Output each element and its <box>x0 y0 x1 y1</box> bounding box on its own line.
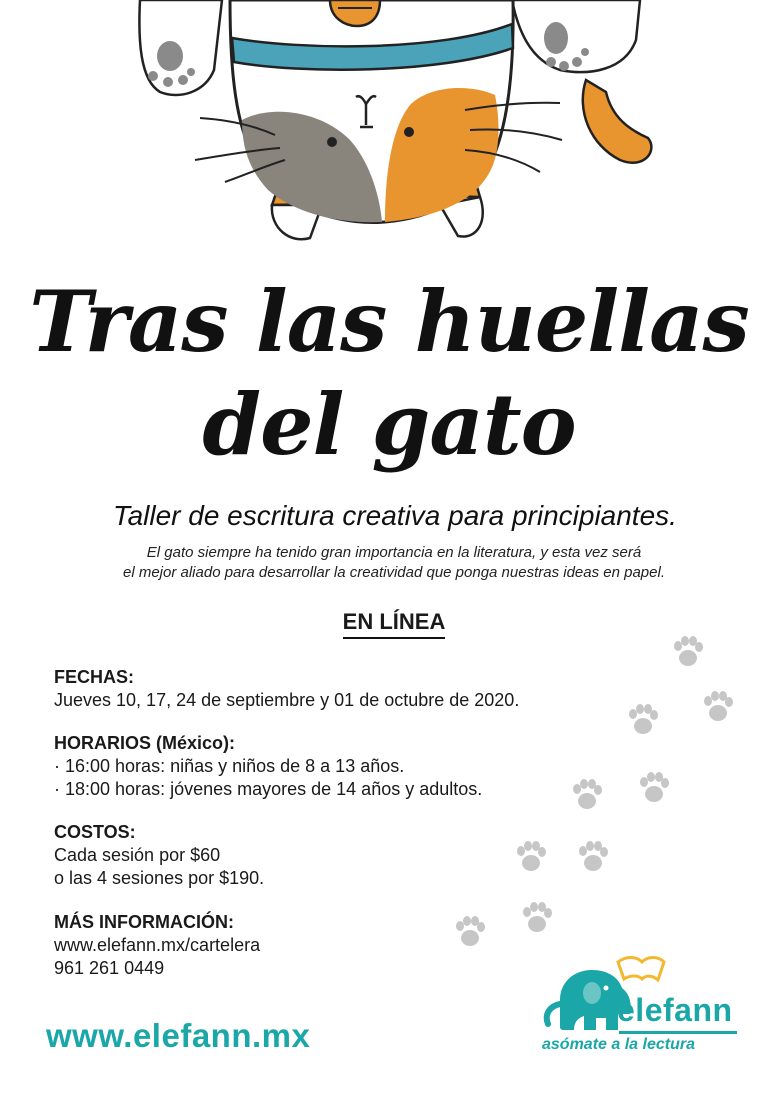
title-line-1: Tras las huellas <box>29 272 749 371</box>
title-line-2: del gato <box>202 375 576 474</box>
open-book-icon <box>618 958 664 981</box>
paw-print-icon <box>629 704 658 734</box>
section-heading: MÁS INFORMACIÓN: <box>54 912 234 932</box>
section-costos <box>54 821 264 890</box>
section-line: Jueves 10, 17, 24 de septiembre y 01 de octubre de 2020. <box>54 690 520 710</box>
section-heading: FECHAS: <box>54 667 134 687</box>
description-line-2: el mejor aliado para desarrollar la creatividad que ponga nuestras ideas en papel. <box>122 564 665 581</box>
brand-name: elefann <box>617 992 733 1028</box>
paw-print-icon <box>523 902 552 932</box>
paw-prints-decoration <box>430 620 760 960</box>
section-line: · 16:00 horas: niñas y niños de 8 a 13 años. <box>54 756 405 776</box>
paw-print-icon <box>674 636 703 666</box>
section-heading: COSTOS: <box>54 822 136 842</box>
paw-print-icon <box>579 841 608 871</box>
subtitle: Taller de escritura creativa para principiantes. <box>113 500 677 531</box>
paw-print-icon <box>456 916 485 946</box>
section-phone: 961 261 0449 <box>54 958 165 978</box>
section-link[interactable]: www.elefann.mx/cartelera <box>54 935 261 955</box>
paw-print-icon <box>704 691 733 721</box>
section-mas-informacion <box>54 911 260 980</box>
paw-print-icon <box>573 779 602 809</box>
paw-print-icon <box>517 841 546 871</box>
paw-print-icon <box>640 772 669 802</box>
section-horarios <box>54 732 482 801</box>
description-line-1: El gato siempre ha tenido gran importancia en la literatura, y esta vez será <box>146 544 642 561</box>
mode-label: EN LÍNEA <box>343 609 446 639</box>
brand-underline <box>619 1031 737 1034</box>
section-line: o las 4 sesiones por $190. <box>54 868 265 888</box>
cat-illustration <box>120 0 660 255</box>
brand-tagline: asómate a la lectura <box>542 1036 695 1053</box>
section-line: Cada sesión por $60 <box>54 845 221 865</box>
section-line: · 18:00 horas: jóvenes mayores de 14 años y adultos. <box>54 779 483 799</box>
section-heading: HORARIOS (México): <box>54 733 236 753</box>
website-link[interactable]: www.elefann.mx <box>46 1017 311 1054</box>
